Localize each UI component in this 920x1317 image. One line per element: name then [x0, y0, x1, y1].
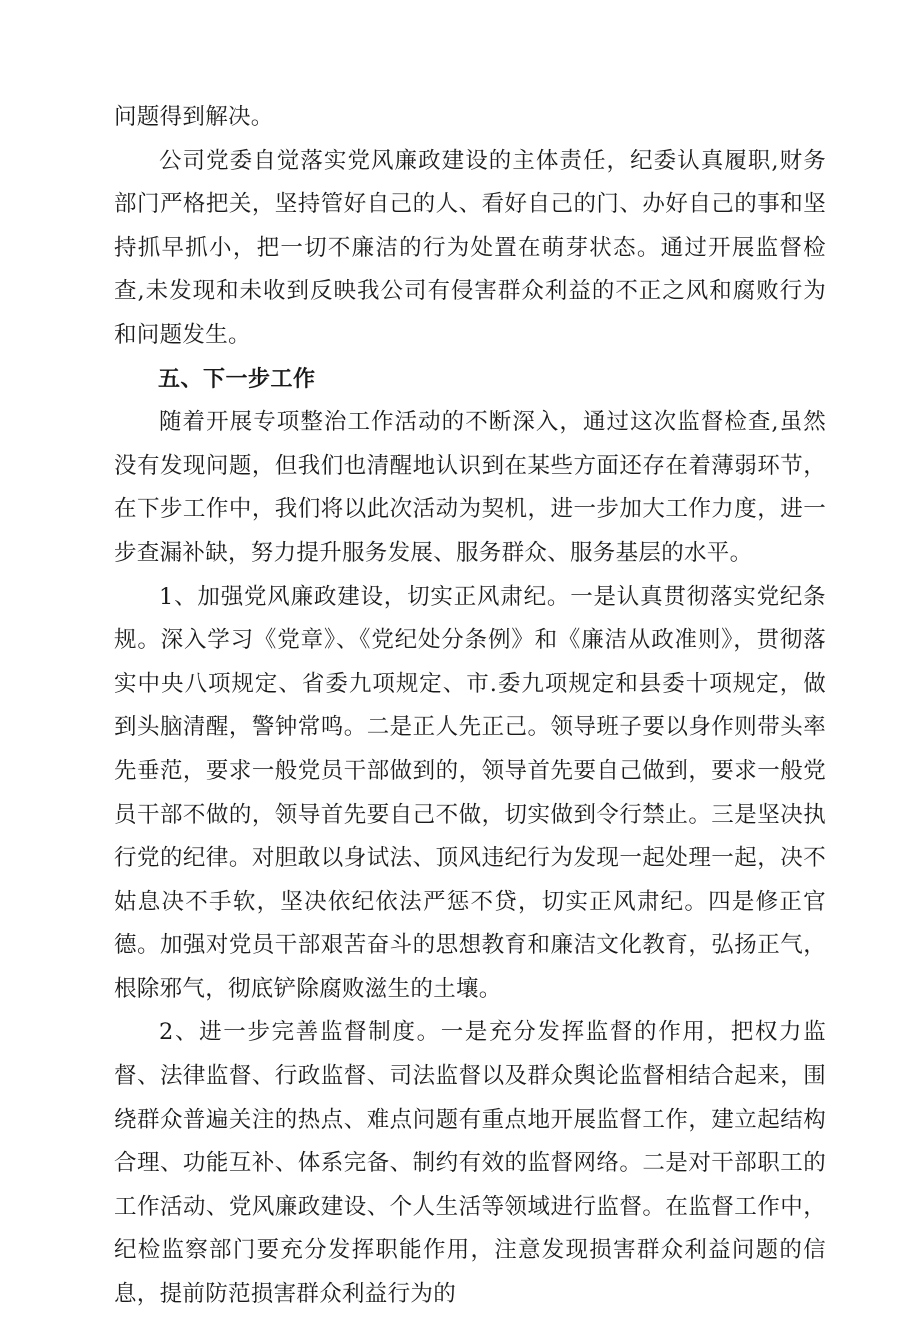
- document-page: [114, 96, 826, 1317]
- paragraph-party-responsibility: 公司党委自觉落实党风廉政建设的主体责任，纪委认真履职,财务部门严格把关，坚持管好自己的人、看好自己的门、办好自己的事和坚持抓早抓小，把一切不廉洁的行为处置在萌芽状态。通过开展监督检查,未发现和未收到反映我公司有侵害群众利益的不正之风和腐败行为和问题发生。: [114, 147, 826, 348]
- paragraph-item-2: 2、进一步完善监督制度。一是充分发挥监督的作用，把权力监督、法律监督、行政监督、司法监督以及群众舆论监督相结合起来，围绕群众普遍关注的热点、难点问题有重点地开展监督工作，建立起结构合理、功能互补、体系完备、制约有效的监督网络。二是对干部职工的工作活动、党风廉政建设、个人生活等领域进行监督。在监督工作中，纪检监察部门要充分发挥职能作用，注意发现损害群众利益问题的信息，提前防范损害群众利益行为的: [114, 1019, 826, 1308]
- paragraph-continuation: 问题得到解决。: [114, 104, 274, 130]
- section-heading-next-steps: 五、下一步工作: [158, 366, 316, 392]
- paragraph-item-1: 1、加强党风廉政建设，切实正风肃纪。一是认真贯彻落实党纪条规。深入学习《党章》、《党纪处分条例》和《廉洁从政准则》，贯彻落实中央八项规定、省委九项规定、市.委九项规定和县委十项规定，做到头脑清醒，警钟常鸣。二是正人先正己。领导班子要以身作则带头率先垂范，要求一般党员干部做到的，领导首先要自己做到，要求一般党员干部不做的，领导首先要自己不做，切实做到令行禁止。三是坚决执行党的纪律。对胆敢以身试法、顶风违纪行为发现一起处理一起，决不姑息决不手软，坚决依纪依法严惩不贷，切实正风肃纪。四是修正官德。加强对党员干部艰苦奋斗的思想教育和廉洁文化教育，弘扬正气，根除邪气，彻底铲除腐败滋生的土壤。: [114, 583, 826, 1002]
- paragraph-next-steps-intro: 随着开展专项整治工作活动的不断深入，通过这次监督检查,虽然没有发现问题，但我们也清醒地认识到在某些方面还存在着薄弱环节，在下步工作中，我们将以此次活动为契机，进一步加大工作力度，进一步查漏补缺，努力提升服务发展、服务群众、服务基层的水平。: [114, 409, 826, 566]
